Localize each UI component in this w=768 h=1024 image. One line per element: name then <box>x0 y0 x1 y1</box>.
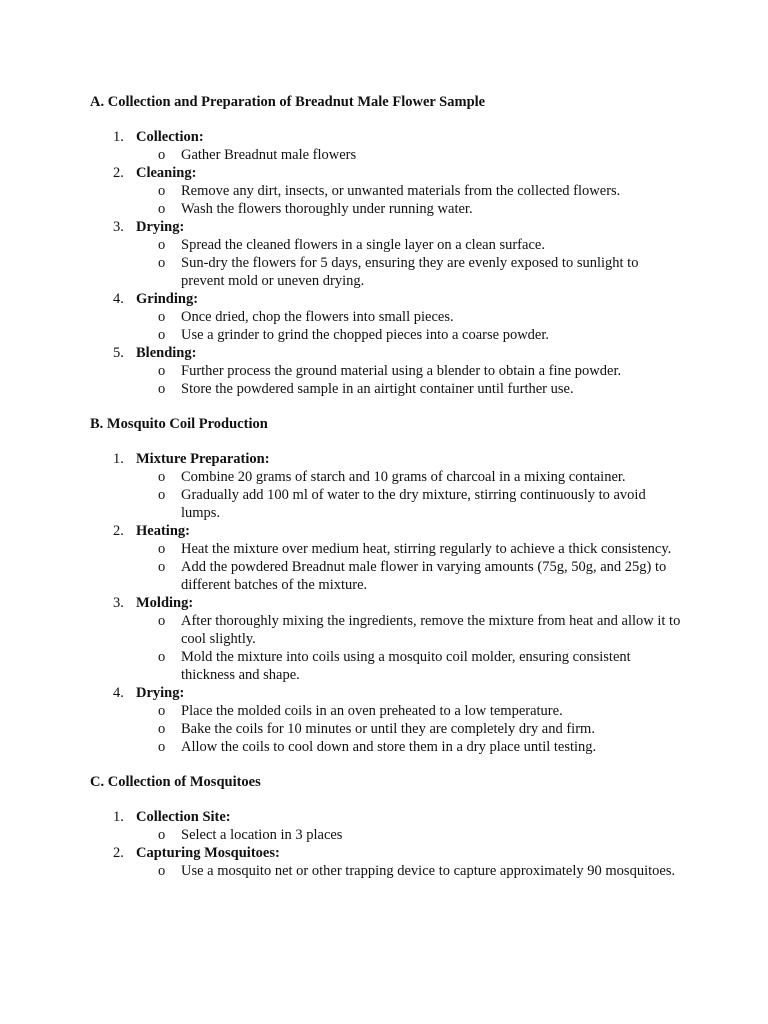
section-heading: A. Collection and Preparation of Breadnut Male Flower Sample <box>90 94 486 110</box>
bullet-text: Spread the cleaned flowers in a single layer on a clean surface. <box>181 237 545 253</box>
step-number: 2. <box>113 165 124 181</box>
bullet-text: Mold the mixture into coils using a mosquito coil molder, ensuring consistent thickness and shape. <box>181 649 631 683</box>
bullet-text: Use a mosquito net or other trapping device to capture approximately 90 mosquitoes. <box>181 863 676 879</box>
step-title: Drying: <box>136 685 185 701</box>
bullet-item <box>90 558 681 594</box>
section-heading: B. Mosquito Coil Production <box>90 416 268 432</box>
bullet-item <box>90 648 681 684</box>
bullet-text: Select a location in 3 places <box>181 827 343 843</box>
bullet-list <box>90 236 690 290</box>
bullet-text: Remove any dirt, insects, or unwanted materials from the collected flowers. <box>181 183 621 199</box>
bullet-marker-icon: o <box>158 237 166 253</box>
bullet-item <box>90 362 681 380</box>
step-item <box>90 128 690 164</box>
bullet-item <box>90 612 681 648</box>
bullet-item <box>90 254 681 290</box>
step-number: 2. <box>113 845 124 861</box>
step-item <box>90 218 690 290</box>
step-title: Collection Site: <box>136 809 231 825</box>
bullet-list <box>90 362 690 398</box>
step-line <box>90 594 690 612</box>
bullet-item <box>90 540 681 558</box>
bullet-item <box>90 468 681 486</box>
bullet-text: Gradually add 100 ml of water to the dry mixture, stirring continuously to avoid lumps. <box>181 487 646 521</box>
step-number: 1. <box>113 809 124 825</box>
bullet-marker-icon: o <box>158 147 166 163</box>
bullet-marker-icon: o <box>158 363 166 379</box>
step-item <box>90 290 690 344</box>
bullet-text: Store the powdered sample in an airtight container until further use. <box>181 381 574 397</box>
step-title: Molding: <box>136 595 194 611</box>
bullet-marker-icon: o <box>158 309 166 325</box>
bullet-list <box>90 826 690 844</box>
document-section <box>90 773 690 880</box>
step-item <box>90 594 690 684</box>
step-line <box>90 844 690 862</box>
step-title: Drying: <box>136 219 185 235</box>
step-item <box>90 808 690 844</box>
numbered-step-list <box>90 808 690 880</box>
bullet-list <box>90 702 690 756</box>
bullet-text: Once dried, chop the flowers into small pieces. <box>181 309 454 325</box>
step-line <box>90 218 690 236</box>
step-line <box>90 128 690 146</box>
bullet-marker-icon: o <box>158 703 166 719</box>
bullet-item <box>90 236 681 254</box>
bullet-marker-icon: o <box>158 613 166 629</box>
step-number: 4. <box>113 685 124 701</box>
bullet-list <box>90 146 690 164</box>
bullet-text: Heat the mixture over medium heat, stirring regularly to achieve a thick consistency. <box>181 541 672 557</box>
step-item <box>90 344 690 398</box>
step-number: 3. <box>113 219 124 235</box>
bullet-marker-icon: o <box>158 255 166 271</box>
bullet-item <box>90 182 681 200</box>
bullet-item <box>90 146 681 164</box>
step-line <box>90 344 690 362</box>
step-line <box>90 684 690 702</box>
step-number: 4. <box>113 291 124 307</box>
step-title: Grinding: <box>136 291 199 307</box>
step-item <box>90 844 690 880</box>
bullet-list <box>90 182 690 218</box>
step-item <box>90 450 690 522</box>
step-item <box>90 522 690 594</box>
bullet-marker-icon: o <box>158 327 166 343</box>
numbered-step-list <box>90 128 690 398</box>
bullet-text: After thoroughly mixing the ingredients, remove the mixture from heat and allow it to cool slightly. <box>181 613 681 647</box>
document-section <box>90 415 690 756</box>
step-title: Collection: <box>136 129 204 145</box>
bullet-text: Further process the ground material using a blender to obtain a fine powder. <box>181 363 622 379</box>
bullet-item <box>90 720 681 738</box>
bullet-marker-icon: o <box>158 183 166 199</box>
bullet-item <box>90 826 681 844</box>
document-section <box>90 93 690 398</box>
bullet-marker-icon: o <box>158 559 166 575</box>
bullet-item <box>90 862 681 880</box>
bullet-list <box>90 308 690 344</box>
bullet-text: Combine 20 grams of starch and 10 grams of charcoal in a mixing container. <box>181 469 626 485</box>
step-number: 3. <box>113 595 124 611</box>
step-title: Mixture Preparation: <box>136 451 270 467</box>
bullet-marker-icon: o <box>158 469 166 485</box>
step-number: 5. <box>113 345 124 361</box>
document-page <box>90 93 690 880</box>
bullet-marker-icon: o <box>158 201 166 217</box>
bullet-list <box>90 612 690 684</box>
bullet-item <box>90 326 681 344</box>
step-number: 1. <box>113 451 124 467</box>
step-line <box>90 164 690 182</box>
bullet-list <box>90 862 690 880</box>
bullet-marker-icon: o <box>158 827 166 843</box>
bullet-marker-icon: o <box>158 381 166 397</box>
step-number: 1. <box>113 129 124 145</box>
step-line <box>90 808 690 826</box>
bullet-item <box>90 486 681 522</box>
bullet-item <box>90 738 681 756</box>
step-line <box>90 522 690 540</box>
bullet-text: Allow the coils to cool down and store them in a dry place until testing. <box>181 739 597 755</box>
bullet-marker-icon: o <box>158 487 166 503</box>
step-title: Cleaning: <box>136 165 197 181</box>
step-item <box>90 684 690 756</box>
bullet-item <box>90 200 681 218</box>
step-line <box>90 450 690 468</box>
bullet-item <box>90 308 681 326</box>
step-item <box>90 164 690 218</box>
bullet-text: Place the molded coils in an oven preheated to a low temperature. <box>181 703 563 719</box>
bullet-text: Sun-dry the flowers for 5 days, ensuring they are evenly exposed to sunlight to prevent mold or uneven drying. <box>181 255 639 289</box>
bullet-marker-icon: o <box>158 541 166 557</box>
bullet-text: Gather Breadnut male flowers <box>181 147 357 163</box>
bullet-marker-icon: o <box>158 863 166 879</box>
bullet-marker-icon: o <box>158 649 166 665</box>
bullet-text: Bake the coils for 10 minutes or until they are completely dry and firm. <box>181 721 595 737</box>
step-title: Capturing Mosquitoes: <box>136 845 280 861</box>
numbered-step-list <box>90 450 690 756</box>
bullet-item <box>90 380 681 398</box>
bullet-marker-icon: o <box>158 739 166 755</box>
bullet-text: Use a grinder to grind the chopped pieces into a coarse powder. <box>181 327 550 343</box>
step-line <box>90 290 690 308</box>
bullet-item <box>90 702 681 720</box>
bullet-list <box>90 468 690 522</box>
step-number: 2. <box>113 523 124 539</box>
step-title: Heating: <box>136 523 190 539</box>
bullet-marker-icon: o <box>158 721 166 737</box>
bullet-list <box>90 540 690 594</box>
bullet-text: Wash the flowers thoroughly under running water. <box>181 201 473 217</box>
bullet-text: Add the powdered Breadnut male flower in varying amounts (75g, 50g, and 25g) to different batches of the mixture. <box>181 559 667 593</box>
section-heading: C. Collection of Mosquitoes <box>90 774 261 790</box>
step-title: Blending: <box>136 345 197 361</box>
